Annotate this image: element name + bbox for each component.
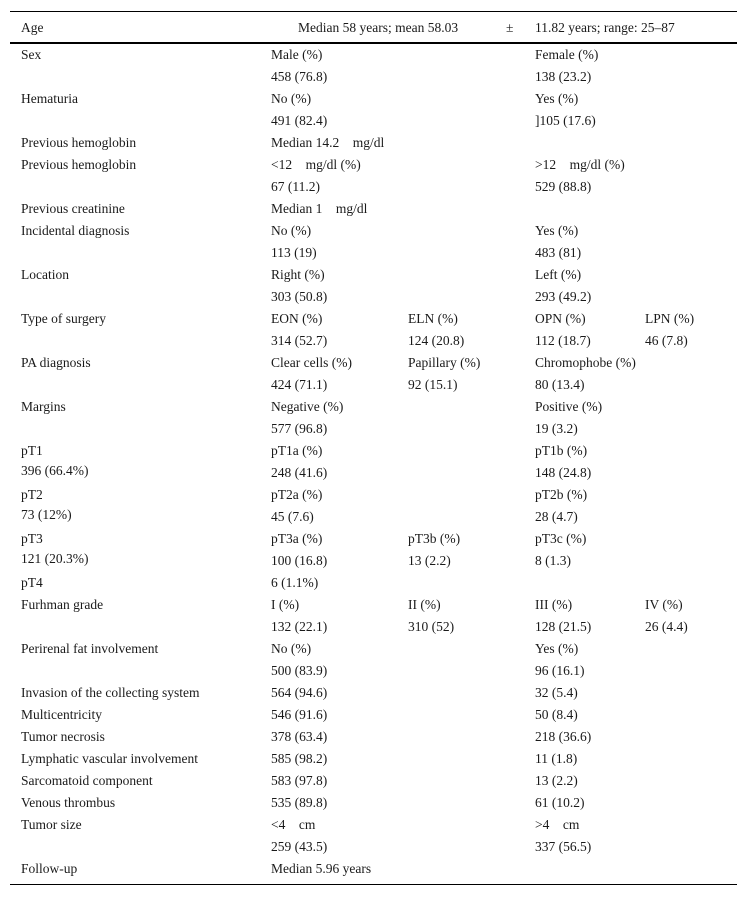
table-cell: 583 (97.8) <box>271 773 328 788</box>
table-cell: pT2b (%) <box>535 487 588 502</box>
table-cell: 11 (1.8) <box>535 751 578 766</box>
table-cell: Positive (%) <box>535 399 603 414</box>
row-label: Multicentricity <box>21 707 102 722</box>
table-cell: No (%) <box>271 91 312 106</box>
table-cell: 310 (52) <box>408 619 455 634</box>
table-cell: 26 (4.4) <box>645 619 688 634</box>
table-header <box>10 12 737 42</box>
table-cell: pT2a (%) <box>271 487 323 502</box>
row-label: Previous creatinine <box>21 201 125 216</box>
table-cell: 564 (94.6) <box>271 685 328 700</box>
row-label: Previous hemoglobin <box>21 135 137 150</box>
table-cell: Negative (%) <box>271 399 344 414</box>
table-cell: pT1a (%) <box>271 443 323 458</box>
table-cell: Median 14.2 mg/dl <box>271 135 385 150</box>
table-cell: 46 (7.8) <box>645 333 688 348</box>
row-label: Invasion of the collecting system <box>21 685 200 700</box>
row-label: Venous thrombus <box>21 795 116 810</box>
table-cell: 546 (91.6) <box>271 707 328 722</box>
table-cell: 13 (2.2) <box>408 553 451 568</box>
row-label: Perirenal fat involvement <box>21 641 159 656</box>
table-cell: II (%) <box>408 597 441 612</box>
table-cell: ]105 (17.6) <box>535 113 596 128</box>
row-label-total: 121 (20.3%) <box>21 551 89 566</box>
table-cell: IV (%) <box>645 597 683 612</box>
table-cell: No (%) <box>271 641 312 656</box>
table-cell: 424 (71.1) <box>271 377 328 392</box>
table-header-rule <box>10 42 737 44</box>
row-label: pT3 <box>21 531 43 546</box>
table-cell: 535 (89.8) <box>271 795 328 810</box>
table-cell: 259 (43.5) <box>271 839 328 854</box>
table-cell: EON (%) <box>271 311 323 326</box>
table-cell: Median 5.96 years <box>271 861 372 876</box>
table-cell: pT3a (%) <box>271 531 323 546</box>
table-cell: 500 (83.9) <box>271 663 328 678</box>
header-summary-pm: ± <box>506 20 514 35</box>
table-cell: 113 (19) <box>271 245 317 260</box>
table-cell: 378 (63.4) <box>271 729 328 744</box>
table-cell: I (%) <box>271 597 300 612</box>
table-cell: 529 (88.8) <box>535 179 592 194</box>
table-cell: 483 (81) <box>535 245 582 260</box>
table-bottom-rule <box>10 884 737 885</box>
row-label-total: 396 (66.4%) <box>21 463 89 478</box>
table-cell: 491 (82.4) <box>271 113 328 128</box>
table-cell: 138 (23.2) <box>535 69 592 84</box>
row-label: Tumor necrosis <box>21 729 105 744</box>
header-summary-b: 11.82 years; range: 25–87 <box>535 20 675 35</box>
table-cell: 19 (3.2) <box>535 421 578 436</box>
table-cell: >4 cm <box>535 817 580 832</box>
table-cell: 303 (50.8) <box>271 289 328 304</box>
row-label: Furhman grade <box>21 597 104 612</box>
table-cell: Yes (%) <box>535 641 579 656</box>
row-label: Previous hemoglobin <box>21 157 137 172</box>
header-label: Age <box>21 20 44 35</box>
table-cell: Right (%) <box>271 267 325 282</box>
row-label: pT2 <box>21 487 43 502</box>
table-cell: ELN (%) <box>408 311 458 326</box>
table-cell: 248 (41.6) <box>271 465 328 480</box>
table-cell: 293 (49.2) <box>535 289 592 304</box>
row-label: Location <box>21 267 69 282</box>
table-cell: 32 (5.4) <box>535 685 578 700</box>
row-label: Lymphatic vascular involvement <box>21 751 198 766</box>
table-cell: 61 (10.2) <box>535 795 585 810</box>
table-cell: OPN (%) <box>535 311 586 326</box>
table-cell: 50 (8.4) <box>535 707 578 722</box>
table-cell: 13 (2.2) <box>535 773 578 788</box>
table-cell: pT1b (%) <box>535 443 588 458</box>
table-cell: 8 (1.3) <box>535 553 571 568</box>
table-cell: Yes (%) <box>535 91 579 106</box>
table-cell: >12 mg/dl (%) <box>535 157 625 172</box>
table-cell: Papillary (%) <box>408 355 481 370</box>
table-cell: 314 (52.7) <box>271 333 328 348</box>
table-cell: Clear cells (%) <box>271 355 352 370</box>
table-cell: pT3c (%) <box>535 531 587 546</box>
table-cell: 218 (36.6) <box>535 729 592 744</box>
table-cell: pT3b (%) <box>408 531 461 546</box>
table-cell: Chromophobe (%) <box>535 355 636 370</box>
table-cell: 100 (16.8) <box>271 553 328 568</box>
table-cell: Yes (%) <box>535 223 579 238</box>
table-cell: 124 (20.8) <box>408 333 465 348</box>
row-label: Tumor size <box>21 817 82 832</box>
table-cell: Female (%) <box>535 47 599 62</box>
table-cell: 45 (7.6) <box>271 509 314 524</box>
table-cell: 458 (76.8) <box>271 69 328 84</box>
row-label: Sex <box>21 47 42 62</box>
row-label: Sarcomatoid component <box>21 773 153 788</box>
table-cell: 585 (98.2) <box>271 751 328 766</box>
table-cell: 132 (22.1) <box>271 619 328 634</box>
header-summary-a: Median 58 years; mean 58.03 <box>298 20 459 35</box>
row-label-total: 73 (12%) <box>21 507 72 522</box>
row-label: Type of surgery <box>21 311 107 326</box>
table-cell: 112 (18.7) <box>535 333 591 348</box>
row-label: Margins <box>21 399 66 414</box>
table-cell: No (%) <box>271 223 312 238</box>
row-label: Incidental diagnosis <box>21 223 130 238</box>
table-cell: 67 (11.2) <box>271 179 320 194</box>
table-cell: LPN (%) <box>645 311 695 326</box>
table-cell: 577 (96.8) <box>271 421 328 436</box>
table-cell: Left (%) <box>535 267 582 282</box>
row-label: PA diagnosis <box>21 355 91 370</box>
table-cell: 92 (15.1) <box>408 377 458 392</box>
table-cell: 6 (1.1%) <box>271 575 319 590</box>
row-label: pT4 <box>21 575 43 590</box>
table-cell: III (%) <box>535 597 573 612</box>
table-cell: <12 mg/dl (%) <box>271 157 361 172</box>
row-label: pT1 <box>21 443 43 458</box>
table-cell: 337 (56.5) <box>535 839 592 854</box>
row-label: Follow-up <box>21 861 78 876</box>
table-cell: Median 1 mg/dl <box>271 201 368 216</box>
table-cell: 28 (4.7) <box>535 509 578 524</box>
table-cell: 80 (13.4) <box>535 377 585 392</box>
row-label: Hematuria <box>21 91 78 106</box>
table-cell: 148 (24.8) <box>535 465 592 480</box>
table-cell: 128 (21.5) <box>535 619 592 634</box>
table-cell: Male (%) <box>271 47 323 62</box>
table-cell: 96 (16.1) <box>535 663 585 678</box>
table-cell: <4 cm <box>271 817 316 832</box>
